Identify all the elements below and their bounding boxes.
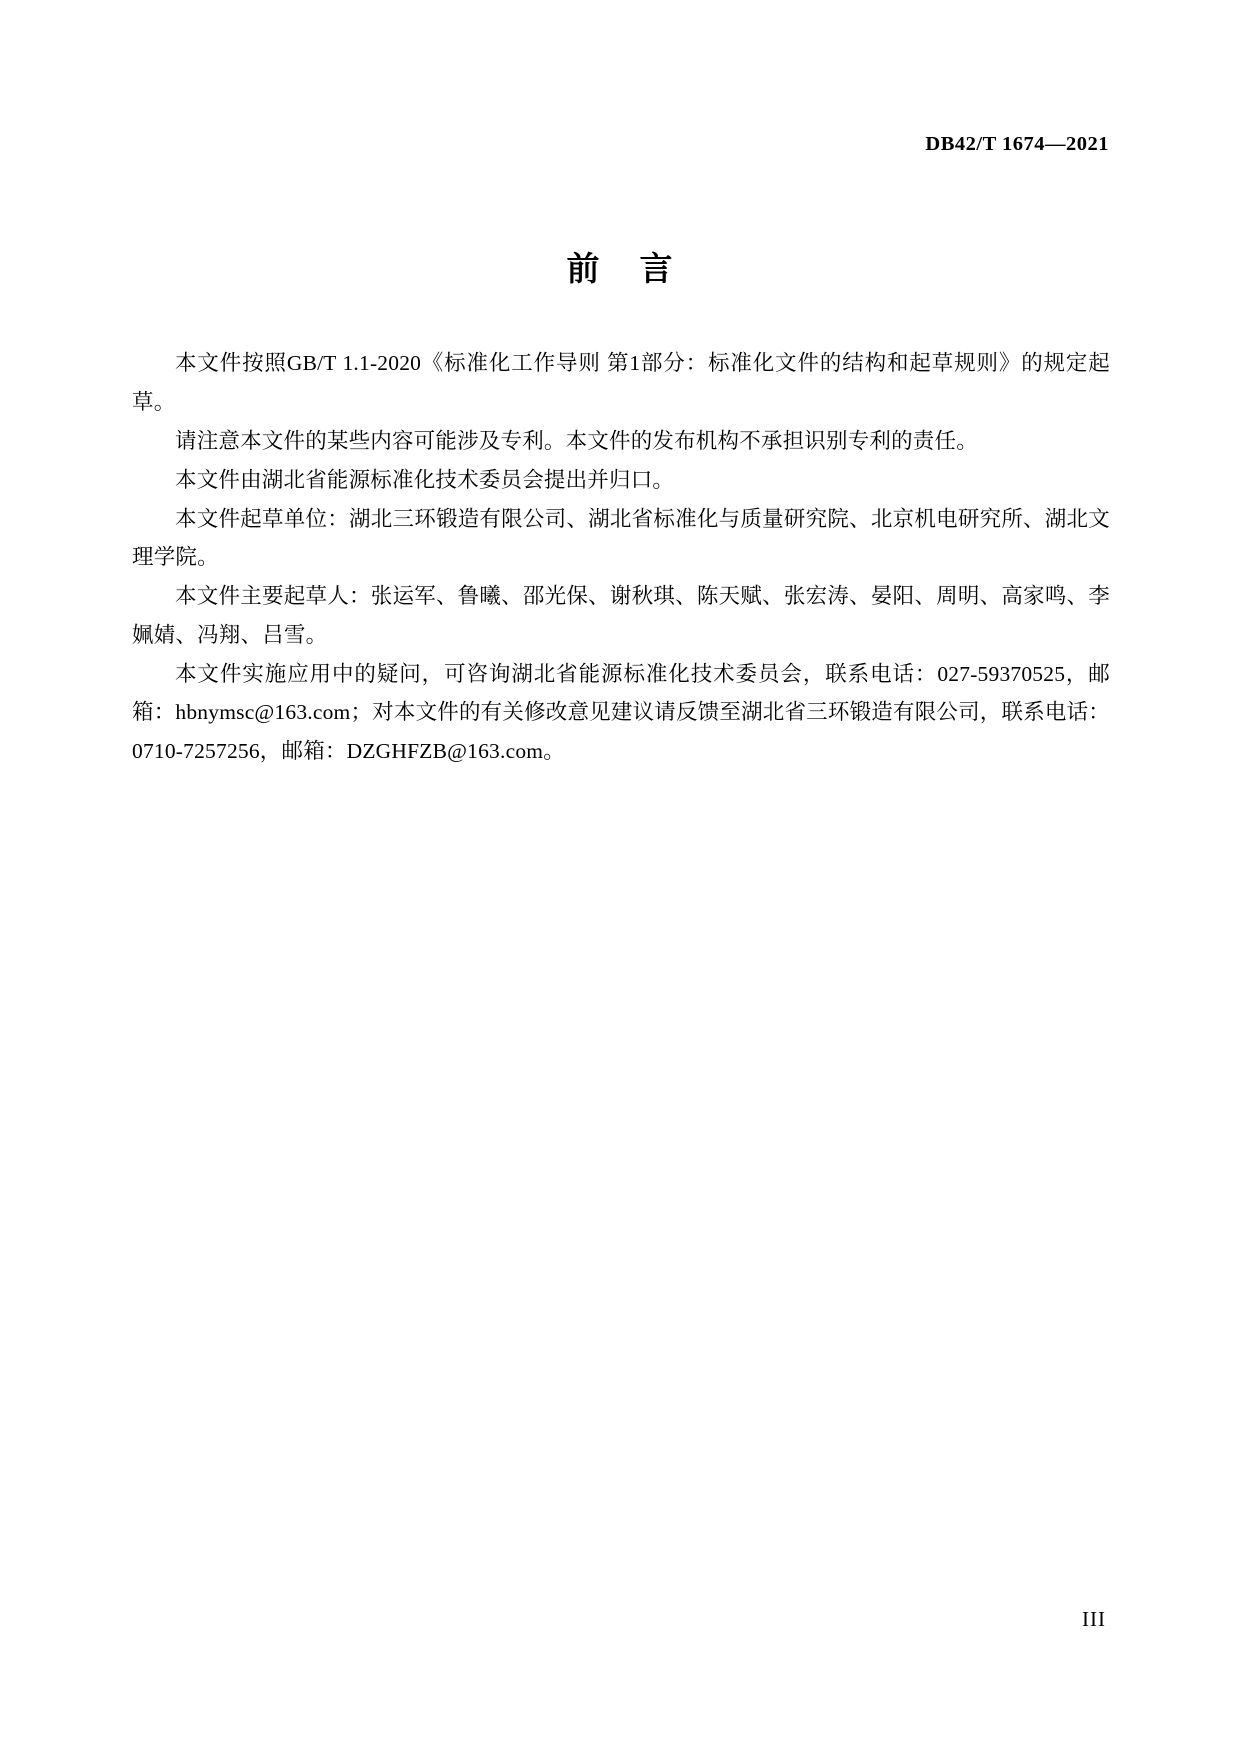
page-title-right: 言 — [639, 249, 675, 288]
foreword-paragraph: 本文件起草单位：湖北三环锻造有限公司、湖北省标准化与质量研究院、北京机电研究所、湖北文理学院。 — [132, 506, 1110, 569]
foreword-paragraph: 请注意本文件的某些内容可能涉及专利。本文件的发布机构不承担识别专利的责任。 — [175, 428, 978, 453]
header-standard-number: DB42/T 1674—2021 — [925, 133, 1109, 155]
foreword-paragraph: 本文件按照GB/T 1.1-2020《标准化工作导则 第1部分：标准化文件的结构和起草规则》的规定起草。 — [132, 351, 1110, 414]
footer-page-number: III — [1082, 1607, 1106, 1631]
foreword-body — [132, 344, 1110, 771]
page-title-left: 前 — [566, 249, 602, 288]
page-title — [0, 243, 1241, 290]
foreword-paragraph: 本文件由湖北省能源标准化技术委员会提出并归口。 — [175, 467, 675, 492]
foreword-paragraph: 本文件实施应用中的疑问，可咨询湖北省能源标准化技术委员会，联系电话：027-59370525，邮箱：hbnymsc@163.com；对本文件的有关修改意见建议请反馈至湖北省三环锻造有限公司，联系电话：0710-7257256，邮箱：DZGHFZB@163.com。 — [132, 661, 1110, 763]
foreword-paragraph: 本文件主要起草人：张运军、鲁曦、邵光保、谢秋琪、陈天赋、张宏涛、晏阳、周明、高家鸣、李姵婧、冯翔、吕雪。 — [132, 584, 1110, 647]
